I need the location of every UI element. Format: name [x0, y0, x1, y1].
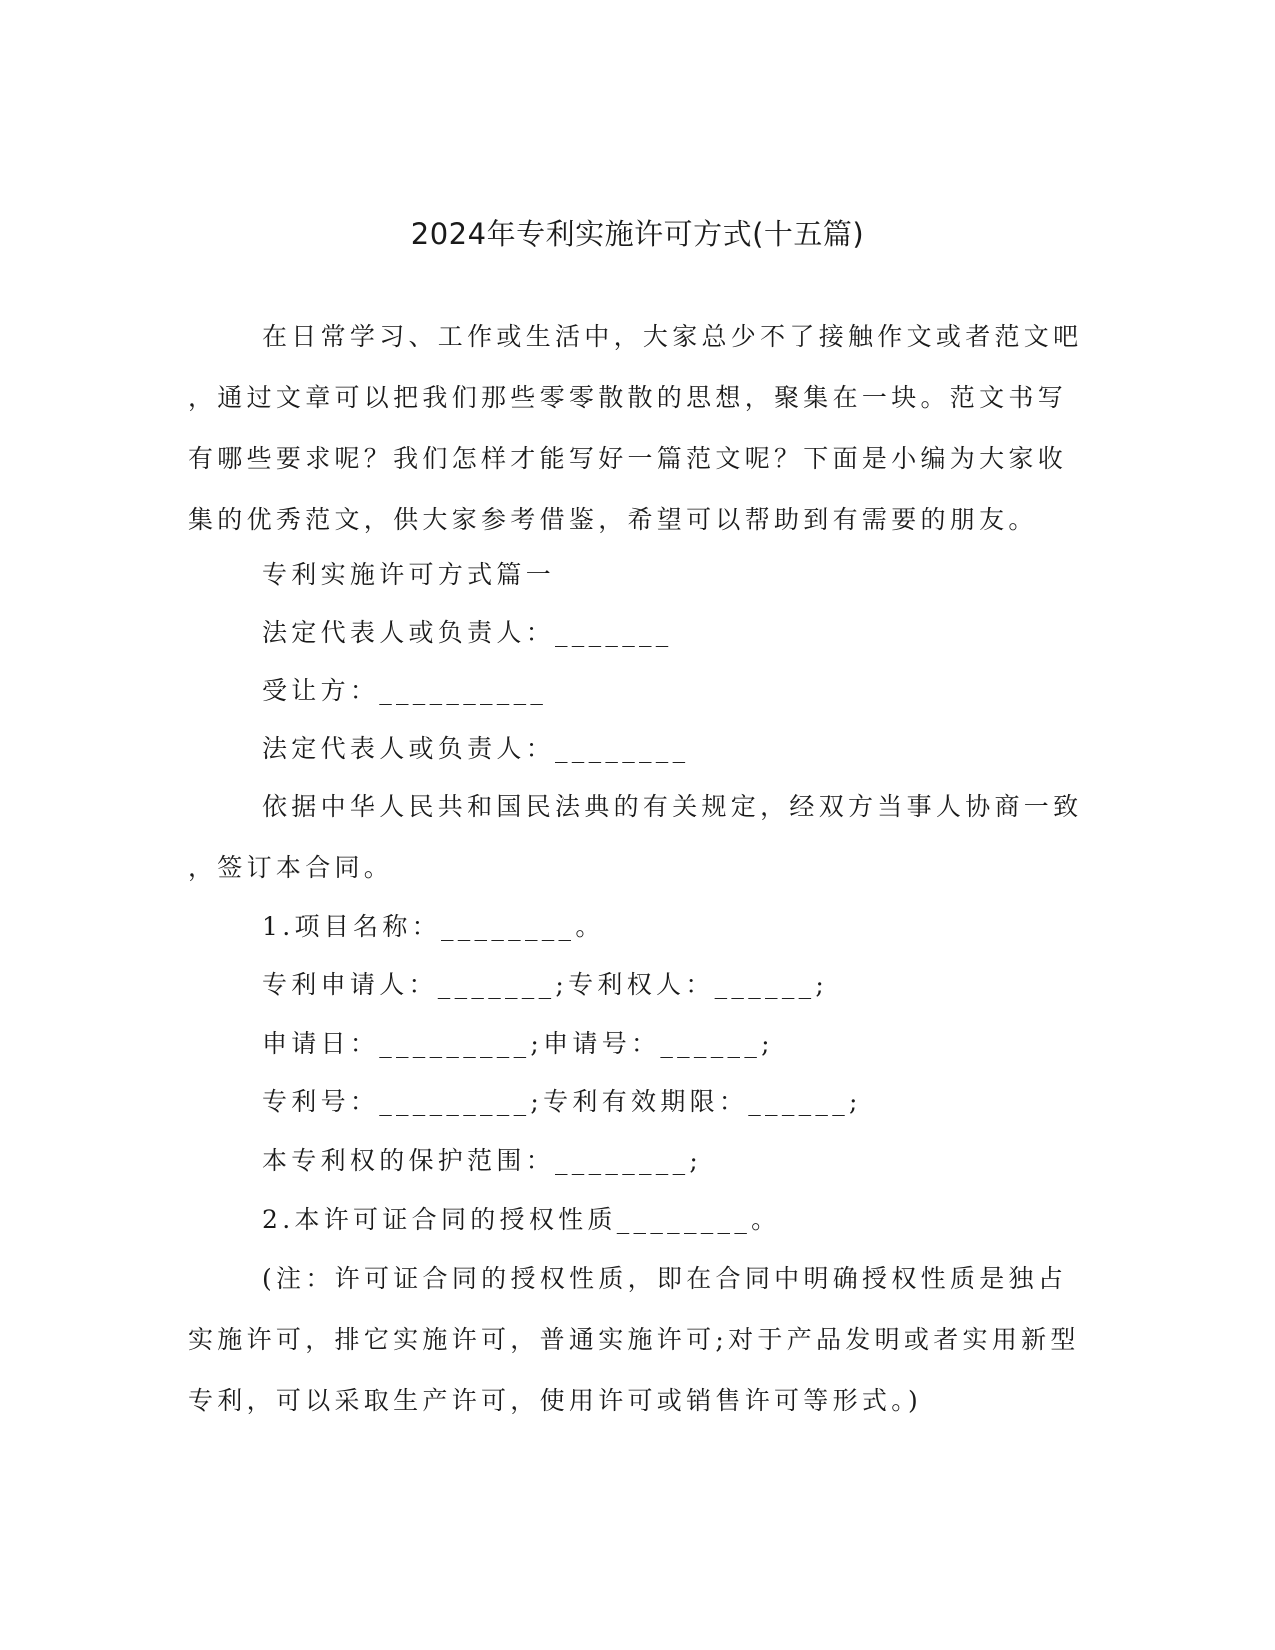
note-line: (注：许可证合同的授权性质，即在合同中明确授权性质是独占 — [262, 1264, 1068, 1293]
item-project-name: 1.项目名称：________。 — [262, 912, 605, 941]
intro-line: 在日常学习、工作或生活中，大家总少不了接触作文或者范文吧 — [262, 322, 1083, 351]
item-application: 申请日：_________;申请号：______; — [262, 1029, 774, 1058]
note-line: 实施许可，排它实施许可，普通实施许可;对于产品发明或者实用新型 — [188, 1325, 1080, 1354]
item-applicant: 专利申请人：_______;专利权人：______; — [262, 970, 829, 999]
note-paragraph — [188, 1248, 1080, 1431]
basis-line: 依据中华人民共和国民法典的有关规定，经双方当事人协商一致 — [262, 792, 1083, 821]
legal-rep-field-1: 法定代表人或负责人：_______ — [262, 618, 673, 647]
basis-line: ，签订本合同。 — [188, 853, 394, 882]
intro-line: 集的优秀范文，供大家参考借鉴，希望可以帮助到有需要的朋友。 — [188, 505, 1038, 534]
item-nature: 2.本许可证合同的授权性质________。 — [262, 1205, 781, 1234]
intro-line: ，通过文章可以把我们那些零零散散的思想，聚集在一块。范文书写 — [188, 383, 1068, 412]
intro-line: 有哪些要求呢？我们怎样才能写好一篇范文呢？下面是小编为大家收 — [188, 444, 1068, 473]
item-patent-no: 专利号：_________;专利有效期限：______; — [262, 1087, 862, 1116]
document-title: 2024年专利实施许可方式(十五篇) — [410, 217, 865, 251]
assignee-field: 受让方：__________ — [262, 676, 548, 705]
item-scope: 本专利权的保护范围：________; — [262, 1146, 703, 1175]
section-heading: 专利实施许可方式篇一 — [262, 560, 556, 589]
intro-paragraph — [188, 306, 1083, 550]
basis-paragraph — [188, 776, 1083, 898]
legal-rep-field-2: 法定代表人或负责人：________ — [262, 734, 690, 763]
note-line: 专利，可以采取生产许可，使用许可或销售许可等形式。) — [188, 1386, 923, 1415]
